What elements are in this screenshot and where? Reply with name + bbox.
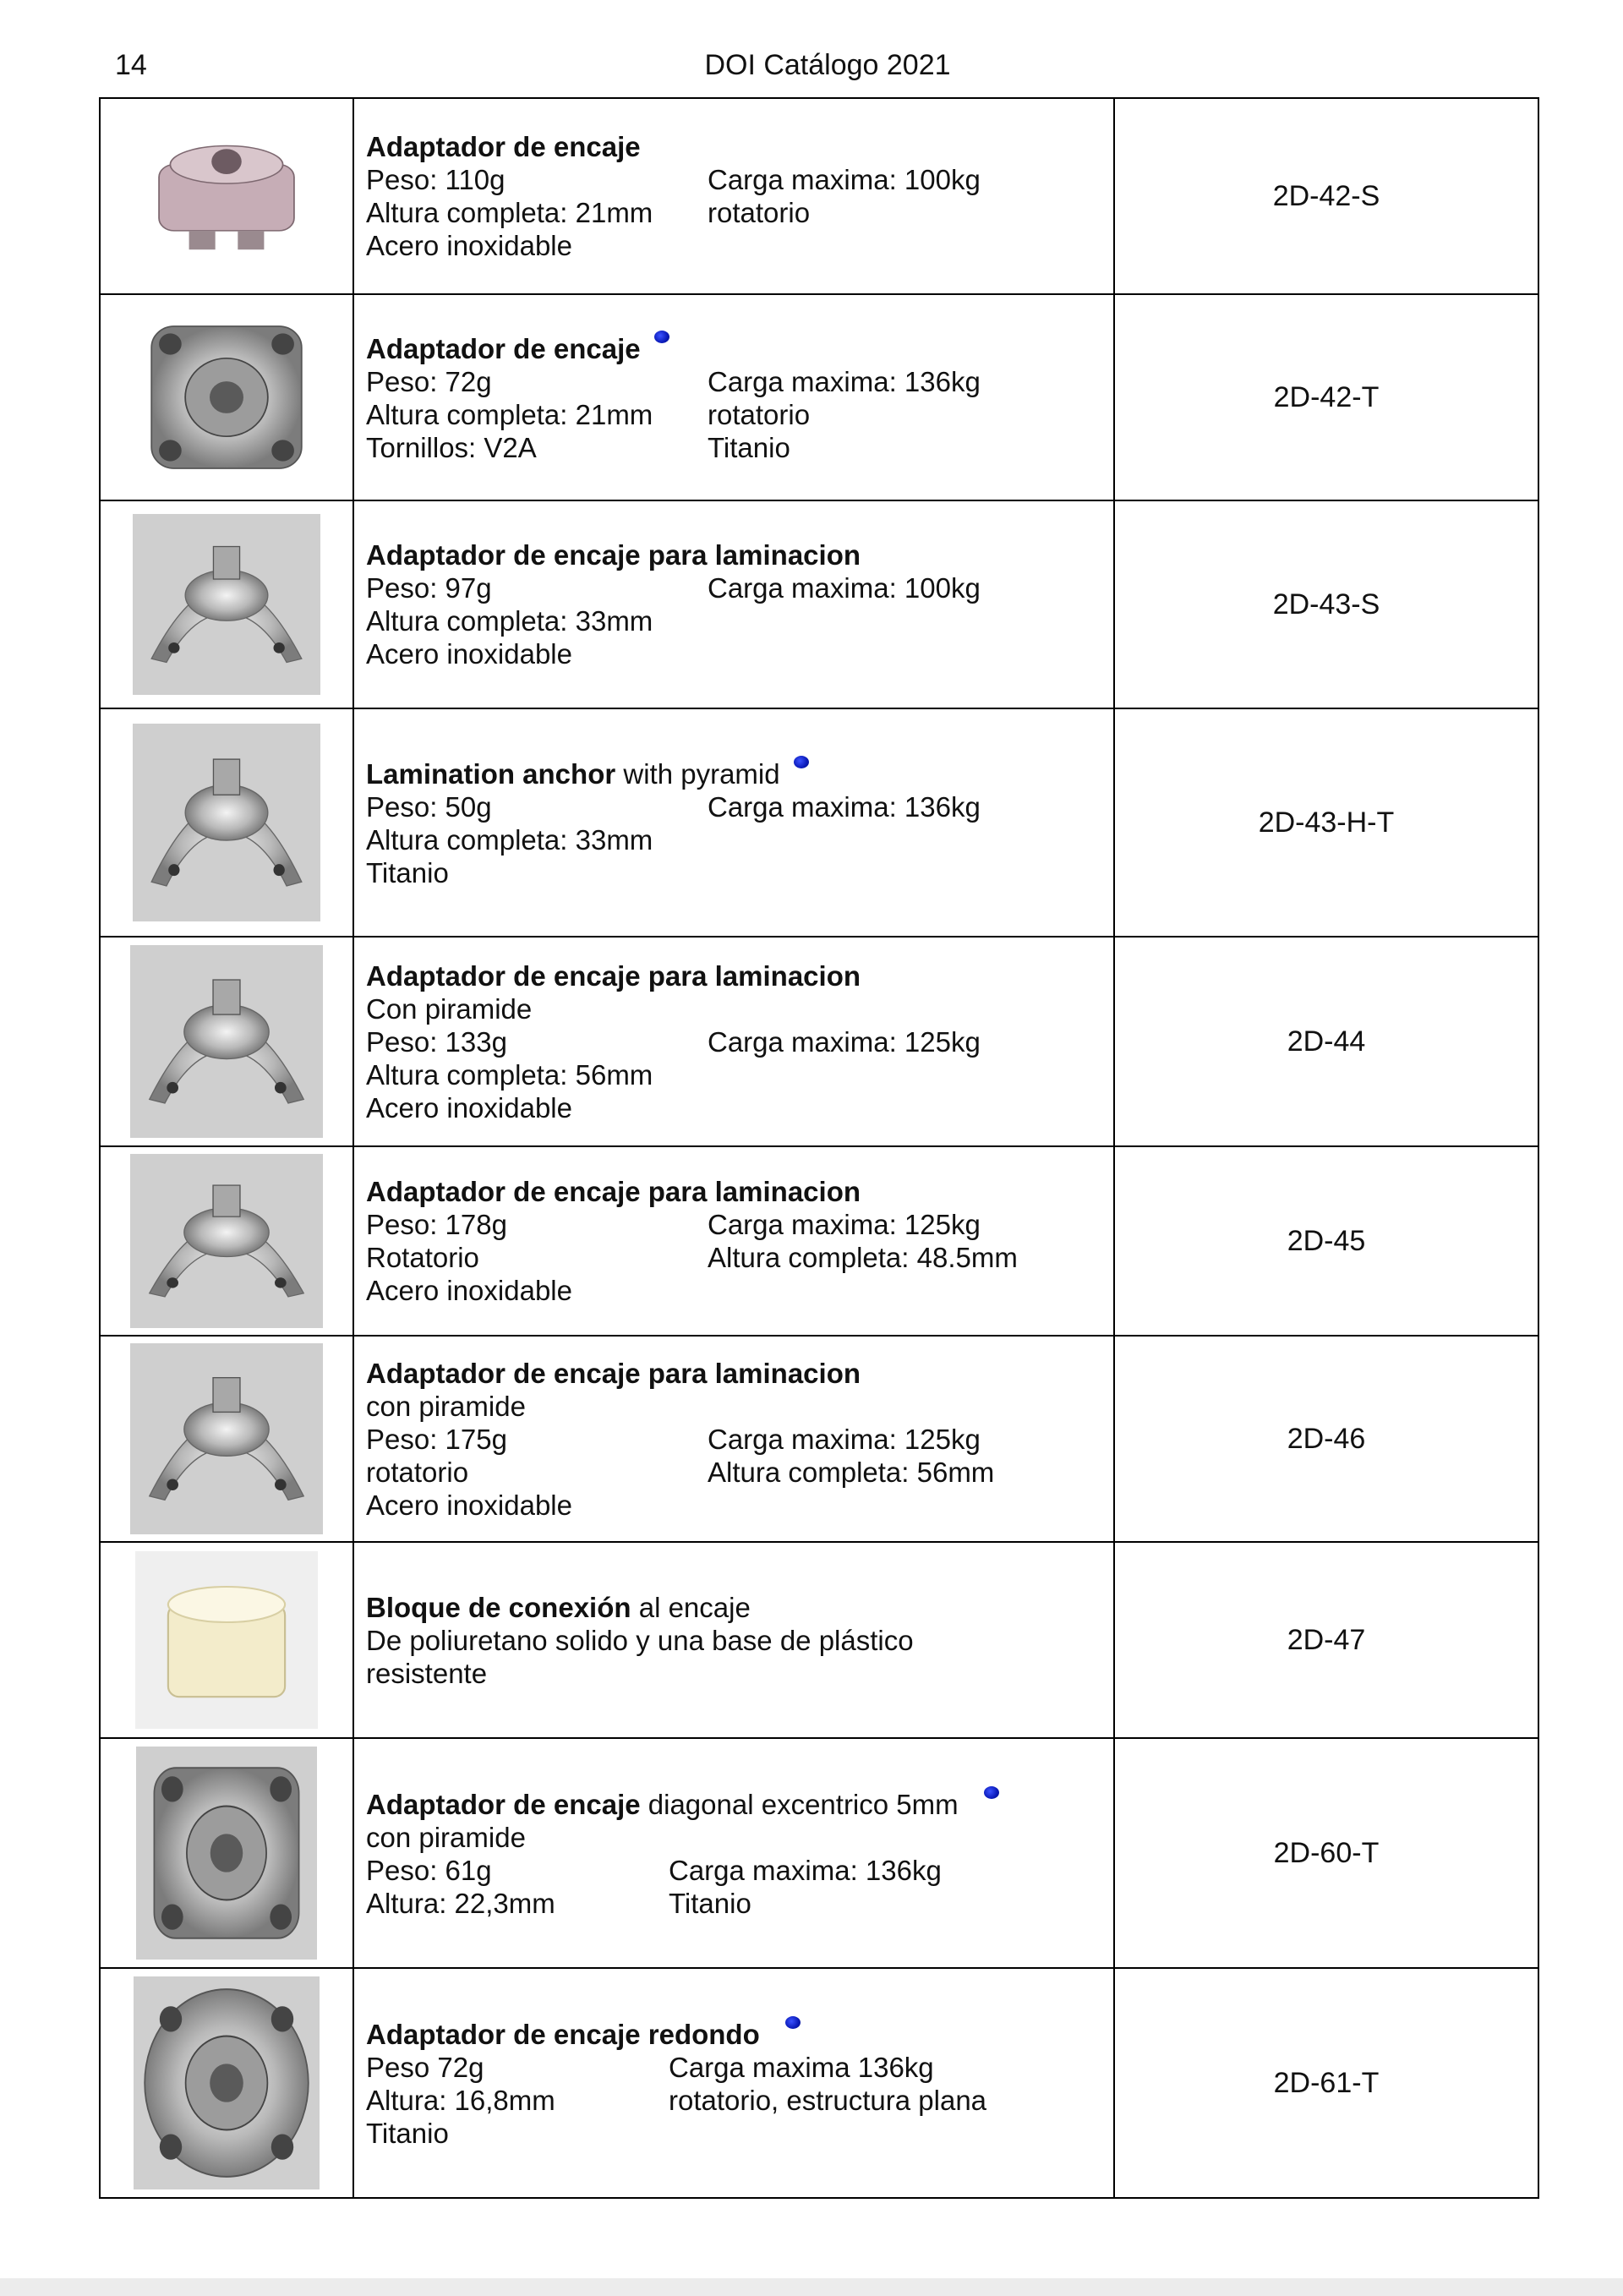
- photo-adapter-silver-square: [133, 309, 320, 486]
- product-row: [100, 1336, 1538, 1542]
- product-image-cell: [100, 937, 353, 1146]
- spec-pair: [366, 1241, 1113, 1274]
- product-code: 2D-42-T: [1114, 294, 1538, 500]
- product-title-bold: Adaptador de encaje para laminacion: [366, 959, 861, 992]
- spec-right: Altura completa: 56mm: [708, 1456, 995, 1488]
- page-bottom-edge: [0, 2278, 1623, 2296]
- photo-lamination-adapter-4arm: [133, 514, 320, 695]
- photo-adapter-round: [134, 1976, 320, 2189]
- product-image-cell: [100, 294, 353, 500]
- blue-dot-icon: [984, 1786, 999, 1799]
- product-code: 2D-43-S: [1114, 500, 1538, 708]
- spec-left: Peso: 50g: [366, 791, 492, 823]
- product-title-bold: Adaptador de encaje: [366, 333, 641, 364]
- product-image-cell: [100, 708, 353, 937]
- product-row: [100, 1738, 1538, 1968]
- product-image-cell: [100, 1542, 353, 1738]
- spec-line: Titanio: [366, 857, 449, 888]
- product-title: [366, 959, 1113, 992]
- product-title-bold: Adaptador de encaje redondo: [366, 2019, 760, 2050]
- spec-pair: [366, 1456, 1113, 1489]
- spec-line: Acero inoxidable: [366, 638, 572, 670]
- product-description-cell: [353, 1968, 1114, 2198]
- product-description: [366, 130, 1113, 262]
- spec-pair: [366, 790, 1113, 823]
- spec-left: Peso: 133g: [366, 1025, 507, 1058]
- product-row: [100, 708, 1538, 937]
- product-row: [100, 1968, 1538, 2198]
- spec-line: con piramide: [366, 1822, 526, 1853]
- spec-pair: [366, 1025, 1113, 1058]
- spec-line: De poliuretano solido y una base de plástico: [366, 1624, 914, 1656]
- spec-left: Rotatorio: [366, 1242, 479, 1273]
- product-image-cell: [100, 500, 353, 708]
- spec-right: Carga maxima: 125kg: [708, 1423, 981, 1455]
- product-description-cell: [353, 98, 1114, 294]
- product-description: [366, 1786, 1113, 1920]
- product-description-cell: [353, 294, 1114, 500]
- product-title: [366, 756, 1113, 790]
- product-description: [366, 1175, 1113, 1307]
- spec-right: Titanio: [669, 1888, 751, 1919]
- spec-pair: [366, 1208, 1113, 1241]
- product-code: 2D-44: [1114, 937, 1538, 1146]
- spec-left: Peso: 72g: [366, 366, 492, 397]
- product-description-cell: [353, 1336, 1114, 1542]
- spec-left: rotatorio: [366, 1456, 469, 1488]
- product-description: [366, 959, 1113, 1124]
- spec-left: Altura completa: 21mm: [366, 197, 653, 228]
- product-description-cell: [353, 1542, 1114, 1738]
- spec-left: Peso: 97g: [366, 572, 492, 604]
- spec-line: Titanio: [366, 2118, 449, 2149]
- product-code: 2D-46: [1114, 1336, 1538, 1542]
- spec-right: Altura completa: 48.5mm: [708, 1242, 1018, 1273]
- document-title: DOI Catálogo 2021: [704, 49, 951, 81]
- spec-pair: [366, 571, 1113, 604]
- product-row: [100, 937, 1538, 1146]
- spec-right: Titanio: [708, 432, 790, 463]
- spec-left: Peso: 178g: [366, 1209, 507, 1240]
- photo-adapter-pink-rotating: [133, 118, 320, 275]
- spec-line: Acero inoxidable: [366, 1275, 572, 1306]
- product-title: [366, 130, 1113, 163]
- product-title-bold: Adaptador de encaje: [366, 131, 641, 162]
- photo-connection-block: [135, 1551, 318, 1729]
- spec-right: Carga maxima: 125kg: [708, 1025, 981, 1058]
- spec-line: con piramide: [366, 1390, 526, 1422]
- spec-right: rotatorio: [708, 197, 811, 228]
- product-description-cell: [353, 937, 1114, 1146]
- spec-line: Con piramide: [366, 992, 533, 1025]
- blue-dot-icon: [785, 2016, 801, 2029]
- product-description: [366, 1591, 1113, 1690]
- product-image-cell: [100, 98, 353, 294]
- product-title-bold: Adaptador de encaje para laminacion: [366, 539, 861, 571]
- spec-left: Altura: 16,8mm: [366, 2085, 555, 2116]
- spec-line: Acero inoxidable: [366, 1091, 572, 1123]
- spec-left: Tornillos: V2A: [366, 432, 537, 463]
- spec-left: Peso: 61g: [366, 1855, 492, 1886]
- product-code: 2D-42-S: [1114, 98, 1538, 294]
- spec-left: Peso: 110g: [366, 164, 505, 195]
- spec-pair: [366, 365, 1113, 398]
- product-code: 2D-43-H-T: [1114, 708, 1538, 937]
- spec-right: Carga maxima 136kg: [669, 2052, 934, 2083]
- product-title: [366, 1175, 1113, 1208]
- spec-right: Carga maxima: 136kg: [708, 791, 981, 823]
- photo-lamination-adapter-pyramid-long-arms: [130, 945, 323, 1138]
- product-row: [100, 294, 1538, 500]
- product-description-cell: [353, 1738, 1114, 1968]
- blue-dot-icon: [794, 756, 809, 768]
- photo-adapter-diagonal-eccentric: [136, 1747, 317, 1960]
- spec-pair: [366, 1854, 1113, 1887]
- spec-right: rotatorio, estructura plana: [669, 2085, 987, 2116]
- product-title-bold: Adaptador de encaje para laminacion: [366, 1357, 861, 1389]
- spec-right: Carga maxima: 125kg: [708, 1209, 981, 1240]
- product-code: 2D-61-T: [1114, 1968, 1538, 2198]
- spec-right: rotatorio: [708, 399, 811, 430]
- product-title: [366, 2016, 1113, 2051]
- page-header: [0, 49, 1623, 91]
- product-description: [366, 756, 1113, 889]
- product-code: 2D-45: [1114, 1146, 1538, 1336]
- product-description: [366, 538, 1113, 670]
- product-row: [100, 1146, 1538, 1336]
- spec-pair: [366, 163, 1113, 196]
- spec-left: Peso 72g: [366, 2052, 484, 2083]
- product-title-bold: Adaptador de encaje: [366, 1789, 641, 1820]
- product-description: [366, 331, 1113, 464]
- photo-lamination-anchor: [133, 724, 320, 921]
- product-title: [366, 1357, 1113, 1390]
- spec-pair: [366, 398, 1113, 431]
- product-row: [100, 98, 1538, 294]
- product-title-bold: Adaptador de encaje para laminacion: [366, 1176, 861, 1207]
- product-image-cell: [100, 1968, 353, 2198]
- product-row: [100, 500, 1538, 708]
- photo-lamination-adapter-pyramid-rotating: [130, 1343, 323, 1534]
- product-description-cell: [353, 500, 1114, 708]
- spec-pair: [366, 431, 1113, 464]
- product-title: [366, 1591, 1113, 1624]
- spec-right: Carga maxima: 100kg: [708, 572, 981, 604]
- spec-right: Carga maxima: 100kg: [708, 164, 981, 195]
- product-title-rest: with pyramid: [615, 758, 780, 790]
- product-title: [366, 538, 1113, 571]
- product-row: [100, 1542, 1538, 1738]
- spec-line: Altura completa: 56mm: [366, 1058, 653, 1091]
- product-code: 2D-47: [1114, 1542, 1538, 1738]
- spec-pair: [366, 196, 1113, 229]
- spec-line: resistente: [366, 1657, 488, 1689]
- spec-line: Acero inoxidable: [366, 230, 572, 261]
- spec-line: Acero inoxidable: [366, 1489, 572, 1521]
- product-image-cell: [100, 1738, 353, 1968]
- page-number: 14: [115, 49, 147, 81]
- spec-left: Altura: 22,3mm: [366, 1888, 555, 1919]
- product-title-rest: diagonal excentrico 5mm: [640, 1789, 959, 1820]
- product-title-bold: Lamination anchor: [366, 758, 616, 790]
- blue-dot-icon: [654, 331, 669, 343]
- product-table: [99, 97, 1539, 2199]
- product-code: 2D-60-T: [1114, 1738, 1538, 1968]
- spec-line: Altura completa: 33mm: [366, 605, 653, 637]
- product-description: [366, 1357, 1113, 1522]
- spec-line: Altura completa: 33mm: [366, 824, 653, 856]
- product-title: [366, 331, 1113, 365]
- spec-pair: [366, 2051, 1113, 2084]
- product-image-cell: [100, 1336, 353, 1542]
- product-description-cell: [353, 708, 1114, 937]
- spec-left: Peso: 175g: [366, 1423, 507, 1455]
- product-title: [366, 1786, 1113, 1821]
- spec-left: Altura completa: 21mm: [366, 399, 653, 430]
- spec-right: Carga maxima: 136kg: [708, 366, 981, 397]
- photo-lamination-adapter-rotating: [130, 1154, 323, 1328]
- spec-pair: [366, 1423, 1113, 1456]
- product-title-bold: Bloque de conexión: [366, 1591, 631, 1623]
- spec-pair: [366, 1887, 1113, 1920]
- product-title-rest: al encaje: [631, 1591, 751, 1623]
- spec-pair: [366, 2084, 1113, 2117]
- product-image-cell: [100, 1146, 353, 1336]
- product-description: [366, 2016, 1113, 2150]
- product-description-cell: [353, 1146, 1114, 1336]
- spec-right: Carga maxima: 136kg: [669, 1855, 942, 1886]
